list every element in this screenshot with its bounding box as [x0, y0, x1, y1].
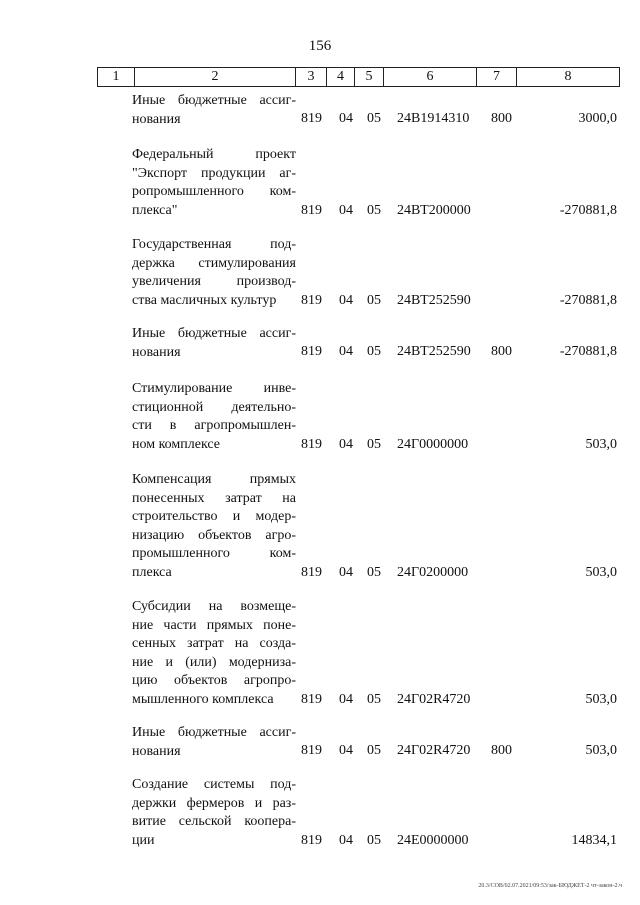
column-header-row: [97, 67, 620, 87]
section-code: 04: [339, 743, 353, 759]
expense-type-code: 800: [491, 111, 512, 127]
expense-type-code: 800: [491, 344, 512, 360]
subsection-code: 05: [367, 111, 381, 127]
target-article-code: 24Г02R4720: [397, 743, 471, 759]
item-description: [132, 92, 296, 129]
description-line: Создание системы под-: [132, 777, 296, 792]
description-line: ние части прямых поне-: [132, 617, 296, 633]
description-line: ном комплексе: [132, 436, 221, 452]
description-line: Иные бюджетные ассиг-: [132, 93, 296, 108]
ministry-code: 819: [301, 111, 322, 127]
description-line: цию объектов агропро-: [132, 673, 296, 689]
section-code: 04: [339, 344, 353, 360]
table-row: [0, 776, 640, 851]
section-code: 04: [339, 293, 353, 309]
description-line: стиционной деятельно-: [132, 399, 296, 415]
amount: 503,0: [585, 437, 617, 453]
description-line: промышленного ком-: [132, 546, 296, 562]
table-row: [0, 598, 640, 710]
ministry-code: 819: [301, 344, 322, 360]
description-line: Иные бюджетные ассиг-: [132, 725, 296, 740]
target-article-code: 24ВТ252590: [397, 293, 471, 309]
ministry-code: 819: [301, 203, 322, 219]
section-code: 04: [339, 692, 353, 708]
section-code: 04: [339, 565, 353, 581]
description-line: Федеральный проект: [132, 147, 296, 162]
column-header-5: 5: [355, 68, 384, 87]
description-line: плекса: [132, 564, 172, 580]
amount: 503,0: [585, 692, 617, 708]
section-code: 04: [339, 111, 353, 127]
item-description: [132, 236, 296, 310]
table-row: [0, 236, 640, 311]
target-article-code: 24ВТ200000: [397, 203, 471, 219]
section-code: 04: [339, 203, 353, 219]
table-row: [0, 146, 640, 221]
description-line: держка стимулирования: [132, 255, 296, 271]
amount: 503,0: [585, 743, 617, 759]
subsection-code: 05: [367, 565, 381, 581]
column-header-2: 2: [135, 68, 296, 87]
amount: 503,0: [585, 565, 617, 581]
target-article-code: 24Г02R4720: [397, 692, 471, 708]
page-number: 156: [308, 38, 332, 54]
table-row: [0, 92, 640, 129]
section-code: 04: [339, 833, 353, 849]
amount: -270881,8: [559, 293, 617, 309]
column-header-6: 6: [384, 68, 477, 87]
table-row: [0, 471, 640, 583]
item-description: [132, 325, 296, 362]
subsection-code: 05: [367, 743, 381, 759]
description-line: ции: [132, 832, 155, 848]
item-description: [132, 471, 296, 583]
subsection-code: 05: [367, 437, 381, 453]
target-article-code: 24Г0000000: [397, 437, 469, 453]
table-row: [0, 325, 640, 362]
description-line: Иные бюджетные ассиг-: [132, 326, 296, 341]
subsection-code: 05: [367, 293, 381, 309]
target-article-code: 24ВТ252590: [397, 344, 471, 360]
column-header-7: 7: [477, 68, 517, 87]
column-header-1: 1: [98, 68, 135, 87]
ministry-code: 819: [301, 743, 322, 759]
ministry-code: 819: [301, 565, 322, 581]
description-line: сенных затрат на созда-: [132, 636, 296, 652]
section-code: 04: [339, 437, 353, 453]
description-line: строительство и модер-: [132, 509, 296, 525]
amount: 14834,1: [571, 833, 617, 849]
item-description: [132, 146, 296, 220]
table-row: [0, 724, 640, 761]
ministry-code: 819: [301, 833, 322, 849]
description-line: Стимулирование инве-: [132, 381, 296, 396]
description-line: плекса": [132, 202, 178, 218]
column-header-4: 4: [327, 68, 355, 87]
item-description: [132, 598, 296, 710]
description-line: сти в агропромышлен-: [132, 418, 296, 434]
target-article-code: 24Е0000000: [397, 833, 469, 849]
description-line: понесенных затрат на: [132, 490, 296, 506]
description-line: витие сельской коопера-: [132, 814, 296, 830]
description-line: низацию объектов агро-: [132, 527, 296, 543]
column-header-3: 3: [296, 68, 327, 87]
subsection-code: 05: [367, 692, 381, 708]
description-line: ства масличных культур: [132, 292, 277, 308]
description-line: увеличения производ-: [132, 274, 296, 290]
item-description: [132, 724, 296, 761]
description-line: нования: [132, 743, 181, 759]
ministry-code: 819: [301, 437, 322, 453]
description-line: держки фермеров и раз-: [132, 795, 296, 811]
description-line: нования: [132, 344, 181, 360]
ministry-code: 819: [301, 692, 322, 708]
description-line: ропромышленного ком-: [132, 184, 296, 200]
document-footer: 20.3/СОВ/02.07.2021/09:53/зак-БЮДЖЕТ-2 чт-закон-2.ч: [478, 883, 622, 889]
description-line: Государственная под-: [132, 237, 296, 252]
description-line: Компенсация прямых: [132, 472, 296, 487]
subsection-code: 05: [367, 344, 381, 360]
description-line: нования: [132, 111, 181, 127]
amount: 3000,0: [578, 111, 617, 127]
amount: -270881,8: [559, 344, 617, 360]
amount: -270881,8: [559, 203, 617, 219]
description-line: мышленного комплекса: [132, 691, 274, 707]
item-description: [132, 776, 296, 850]
description-line: "Экспорт продукции аг-: [132, 165, 296, 181]
ministry-code: 819: [301, 293, 322, 309]
target-article-code: 24Г0200000: [397, 565, 469, 581]
subsection-code: 05: [367, 203, 381, 219]
target-article-code: 24В1914310: [397, 111, 470, 127]
description-line: Субсидии на возмеще-: [132, 599, 296, 614]
table-row: [0, 380, 640, 455]
subsection-code: 05: [367, 833, 381, 849]
expense-type-code: 800: [491, 743, 512, 759]
description-line: ние и (или) модерниза-: [132, 654, 296, 670]
column-header-8: 8: [517, 68, 620, 87]
item-description: [132, 380, 296, 454]
